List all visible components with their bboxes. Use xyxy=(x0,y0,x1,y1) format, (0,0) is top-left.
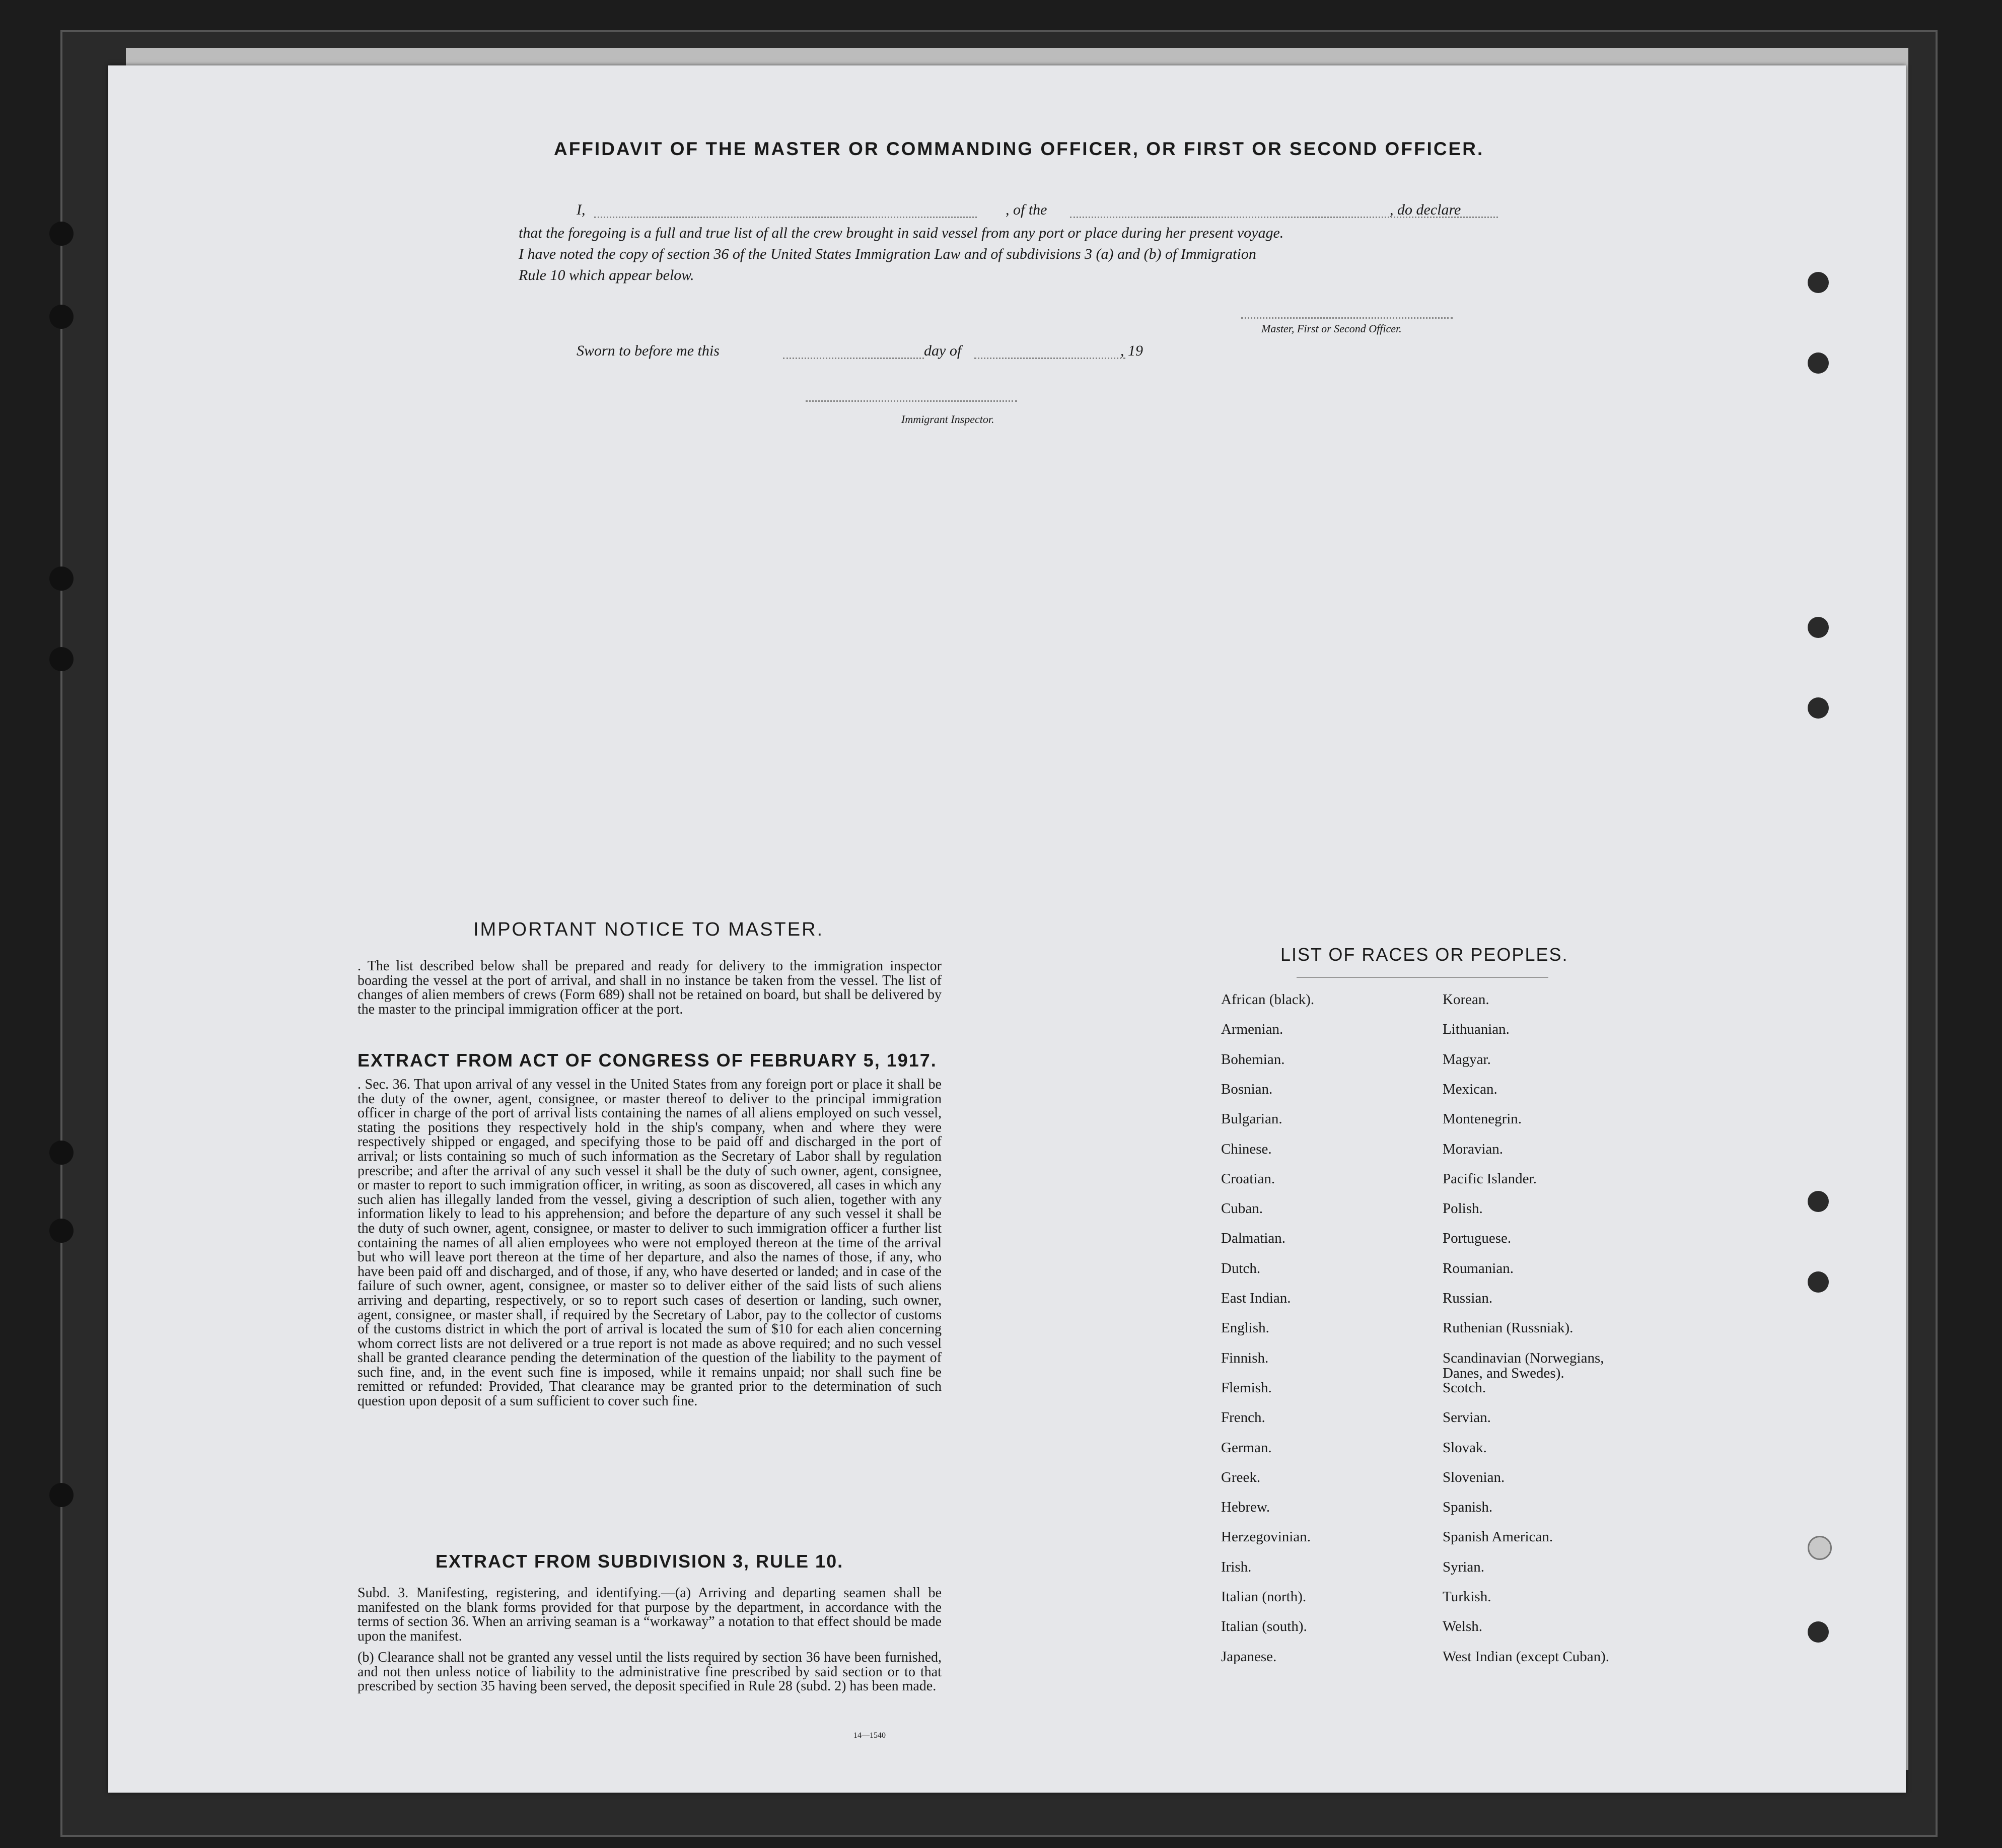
binder-hole xyxy=(49,1483,74,1507)
race-item: Bohemian. xyxy=(1221,1051,1285,1068)
race-item: Roumanian. xyxy=(1443,1260,1514,1276)
race-item: Dalmatian. xyxy=(1221,1230,1286,1247)
race-item: Moravian. xyxy=(1443,1141,1503,1157)
extract-rule-para-a: Subd. 3. Manifesting, registering, and identifying.—(a) Arriving and departing seamen shall be manifested on the blank forms provided for that purpose by the department, in accordance with the terms of section 36. When an arriving seaman is a “workaway” a notation to that effect should be made upon the manifest. xyxy=(358,1585,942,1644)
race-item: Korean. xyxy=(1443,991,1489,1008)
race-item: Italian (south). xyxy=(1221,1618,1307,1635)
race-item: Portuguese. xyxy=(1443,1230,1512,1247)
race-item: Mexican. xyxy=(1443,1081,1497,1097)
notice-title: IMPORTANT NOTICE TO MASTER. xyxy=(473,919,824,940)
binder-hole xyxy=(49,1141,74,1165)
extract-rule-para-b: (b) Clearance shall not be granted any vessel until the lists required by section 36 have been furnished, and not then unless notice of liability to the administrative fine prescribed by said section or to that prescribed by section 35 having been served, the deposit specified in Rule 28 (subd. 2) has been made. xyxy=(358,1650,942,1694)
race-item: Cuban. xyxy=(1221,1200,1263,1217)
race-item: Servian. xyxy=(1443,1409,1491,1426)
race-item: Ruthenian (Russniak). xyxy=(1443,1320,1574,1336)
extract-act-title: EXTRACT FROM ACT OF CONGRESS OF FEBRUARY 5, 1917. xyxy=(358,1050,937,1071)
race-item: English. xyxy=(1221,1320,1269,1336)
race-item: Croatian. xyxy=(1221,1170,1275,1187)
race-item: Slovenian. xyxy=(1443,1469,1505,1485)
race-item: Spanish. xyxy=(1443,1499,1493,1516)
race-item: Syrian. xyxy=(1443,1558,1484,1575)
form-number: 14—1540 xyxy=(853,1731,886,1740)
master-signature-line xyxy=(1241,317,1453,319)
race-item: East Indian. xyxy=(1221,1290,1291,1306)
race-item: Lithuanian. xyxy=(1443,1021,1510,1038)
punch-hole xyxy=(1808,697,1829,719)
punch-hole xyxy=(1808,352,1829,374)
month-blank xyxy=(974,358,1125,359)
extract-act-body: . Sec. 36. That upon arrival of any vessel in the United States from any foreign port or place it shall be the duty of the owner, agent, consignee, or master thereof to deliver to the principal immigration officer in charge of the port of arrival lists containing the names of all aliens employed on such vessel, stating the positions they respectively hold in the ship's company, when and where they were respectively shipped or engaged, and specifying those to be paid off and discharged in the port of arrival; or lists containing so much of such information as the Secretary of Labor shall by regulation prescribe; and after the arrival of any such vessel it shall be the duty of such owner, agent, consignee, or master to report to such immigration officer, in writing, as soon as discovered, all cases in which any such alien has illegally landed from the vessel, giving a description of such alien, together with any information likely to lead to his apprehension; and before the departure of any such vessel it shall be the duty of such owner, agent, consignee, or master to deliver to such immigration officer a further list containing the names of all alien employees who were not employed thereon at the time of the arrival but who will leave port thereon at the time of her departure, and also the names of those, if any, who have been paid off and discharged, and of those, if any, who have deserted or landed; and in case of the failure of such owner, agent, consignee, or master so to deliver either of the said lists of such aliens arriving and departing, respectively, or so to report such cases of desertion or landing, such owner, agent, consignee, or master shall, if required by the Secretary of Labor, pay to the collector of customs of the customs district in which the port of arrival is located the sum of $10 for each alien concerning whom correct lists are not delivered or a true report is not made as above required; and no such vessel shall be granted clearance pending the determination of the question of the liability to the payment of such fine, and, in the event such fine is imposed, while it remains unpaid; nor shall such fine be remitted or refunded: Provided, That clearance may be granted prior to the determination of such question upon deposit of a sum sufficient to cover such fine. xyxy=(358,1077,942,1409)
master-signature-caption: Master, First or Second Officer. xyxy=(1261,322,1402,335)
race-item: Scandinavian (Norwegians, Danes, and Swedes). xyxy=(1443,1349,1604,1381)
punch-hole xyxy=(1808,272,1829,293)
race-item: Irish. xyxy=(1221,1558,1252,1575)
punch-hole xyxy=(1808,1271,1829,1293)
binder-hole xyxy=(49,305,74,329)
race-item: Flemish. xyxy=(1221,1379,1272,1396)
race-item: Welsh. xyxy=(1443,1618,1483,1635)
inspector-signature-line xyxy=(806,400,1017,402)
race-item: Polish. xyxy=(1443,1200,1483,1217)
race-item: Japanese. xyxy=(1221,1648,1277,1665)
race-item: Pacific Islander. xyxy=(1443,1170,1537,1187)
race-item: African (black). xyxy=(1221,991,1315,1008)
binder-hole xyxy=(49,1219,74,1243)
affidavit-line-3: I have noted the copy of section 36 of the United States Immigration Law and of subdivisions 3 (a) and (b) of Immigration xyxy=(519,246,1256,262)
binder-hole xyxy=(49,566,74,591)
race-item: Armenian. xyxy=(1221,1021,1283,1038)
affidavit-do-declare: , do declare xyxy=(1390,201,1461,218)
sworn-text: Sworn to before me this xyxy=(577,342,720,359)
race-item: Dutch. xyxy=(1221,1260,1261,1276)
binder-hole xyxy=(49,222,74,246)
binder-hole xyxy=(49,647,74,671)
race-item: Italian (north). xyxy=(1221,1589,1307,1605)
punch-hole xyxy=(1808,1191,1829,1212)
punch-hole xyxy=(1808,617,1829,638)
race-item: Magyar. xyxy=(1443,1051,1491,1068)
affidavit-title: AFFIDAVIT OF THE MASTER OR COMMANDING OFFICER, OR FIRST OR SECOND OFFICER. xyxy=(554,138,1484,159)
affidavit-line-2: that the foregoing is a full and true list of all the crew brought in said vessel from any port or place during her present voyage. xyxy=(519,225,1284,241)
race-item: Russian. xyxy=(1443,1290,1493,1306)
notice-body: . The list described below shall be prepared and ready for delivery to the immigration inspector boarding the vessel at the port of arrival, and shall in no instance be taken from the vessel. The list of changes of alien members of crews (Form 689) shall not be retained on board, but shall be delivered by the master to the principal immigration officer at the port. xyxy=(358,958,942,1017)
race-item: Chinese. xyxy=(1221,1141,1272,1157)
year-text: , 19 xyxy=(1120,342,1143,359)
race-item: German. xyxy=(1221,1439,1272,1456)
races-title: LIST OF RACES OR PEOPLES. xyxy=(1280,944,1568,965)
race-item: Herzegovinian. xyxy=(1221,1529,1311,1545)
race-item: Turkish. xyxy=(1443,1589,1491,1605)
affidavit-of-the: , of the xyxy=(1006,201,1047,218)
race-item: Finnish. xyxy=(1221,1349,1269,1366)
race-item: Hebrew. xyxy=(1221,1499,1270,1516)
affidavit-i: I, xyxy=(577,201,586,218)
race-item: Slovak. xyxy=(1443,1439,1487,1456)
race-item: Spanish American. xyxy=(1443,1529,1553,1545)
race-item: French. xyxy=(1221,1409,1265,1426)
race-item: Greek. xyxy=(1221,1469,1261,1485)
race-item: West Indian (except Cuban). xyxy=(1443,1648,1610,1665)
race-item: Bulgarian. xyxy=(1221,1111,1282,1127)
race-item: Bosnian. xyxy=(1221,1081,1273,1097)
extract-rule-title: EXTRACT FROM SUBDIVISION 3, RULE 10. xyxy=(436,1551,844,1572)
inspector-caption: Immigrant Inspector. xyxy=(901,413,994,425)
punch-hole xyxy=(1808,1621,1829,1643)
race-item: Scotch. xyxy=(1443,1379,1486,1396)
day-blank xyxy=(783,358,924,359)
punch-hole xyxy=(1808,1536,1832,1560)
affidavit-line-4: Rule 10 which appear below. xyxy=(519,267,694,283)
races-divider xyxy=(1297,977,1548,978)
manifest-page xyxy=(108,65,1906,1793)
name-blank xyxy=(594,217,977,218)
race-item: Montenegrin. xyxy=(1443,1111,1522,1127)
day-of-text: day of xyxy=(924,342,962,359)
